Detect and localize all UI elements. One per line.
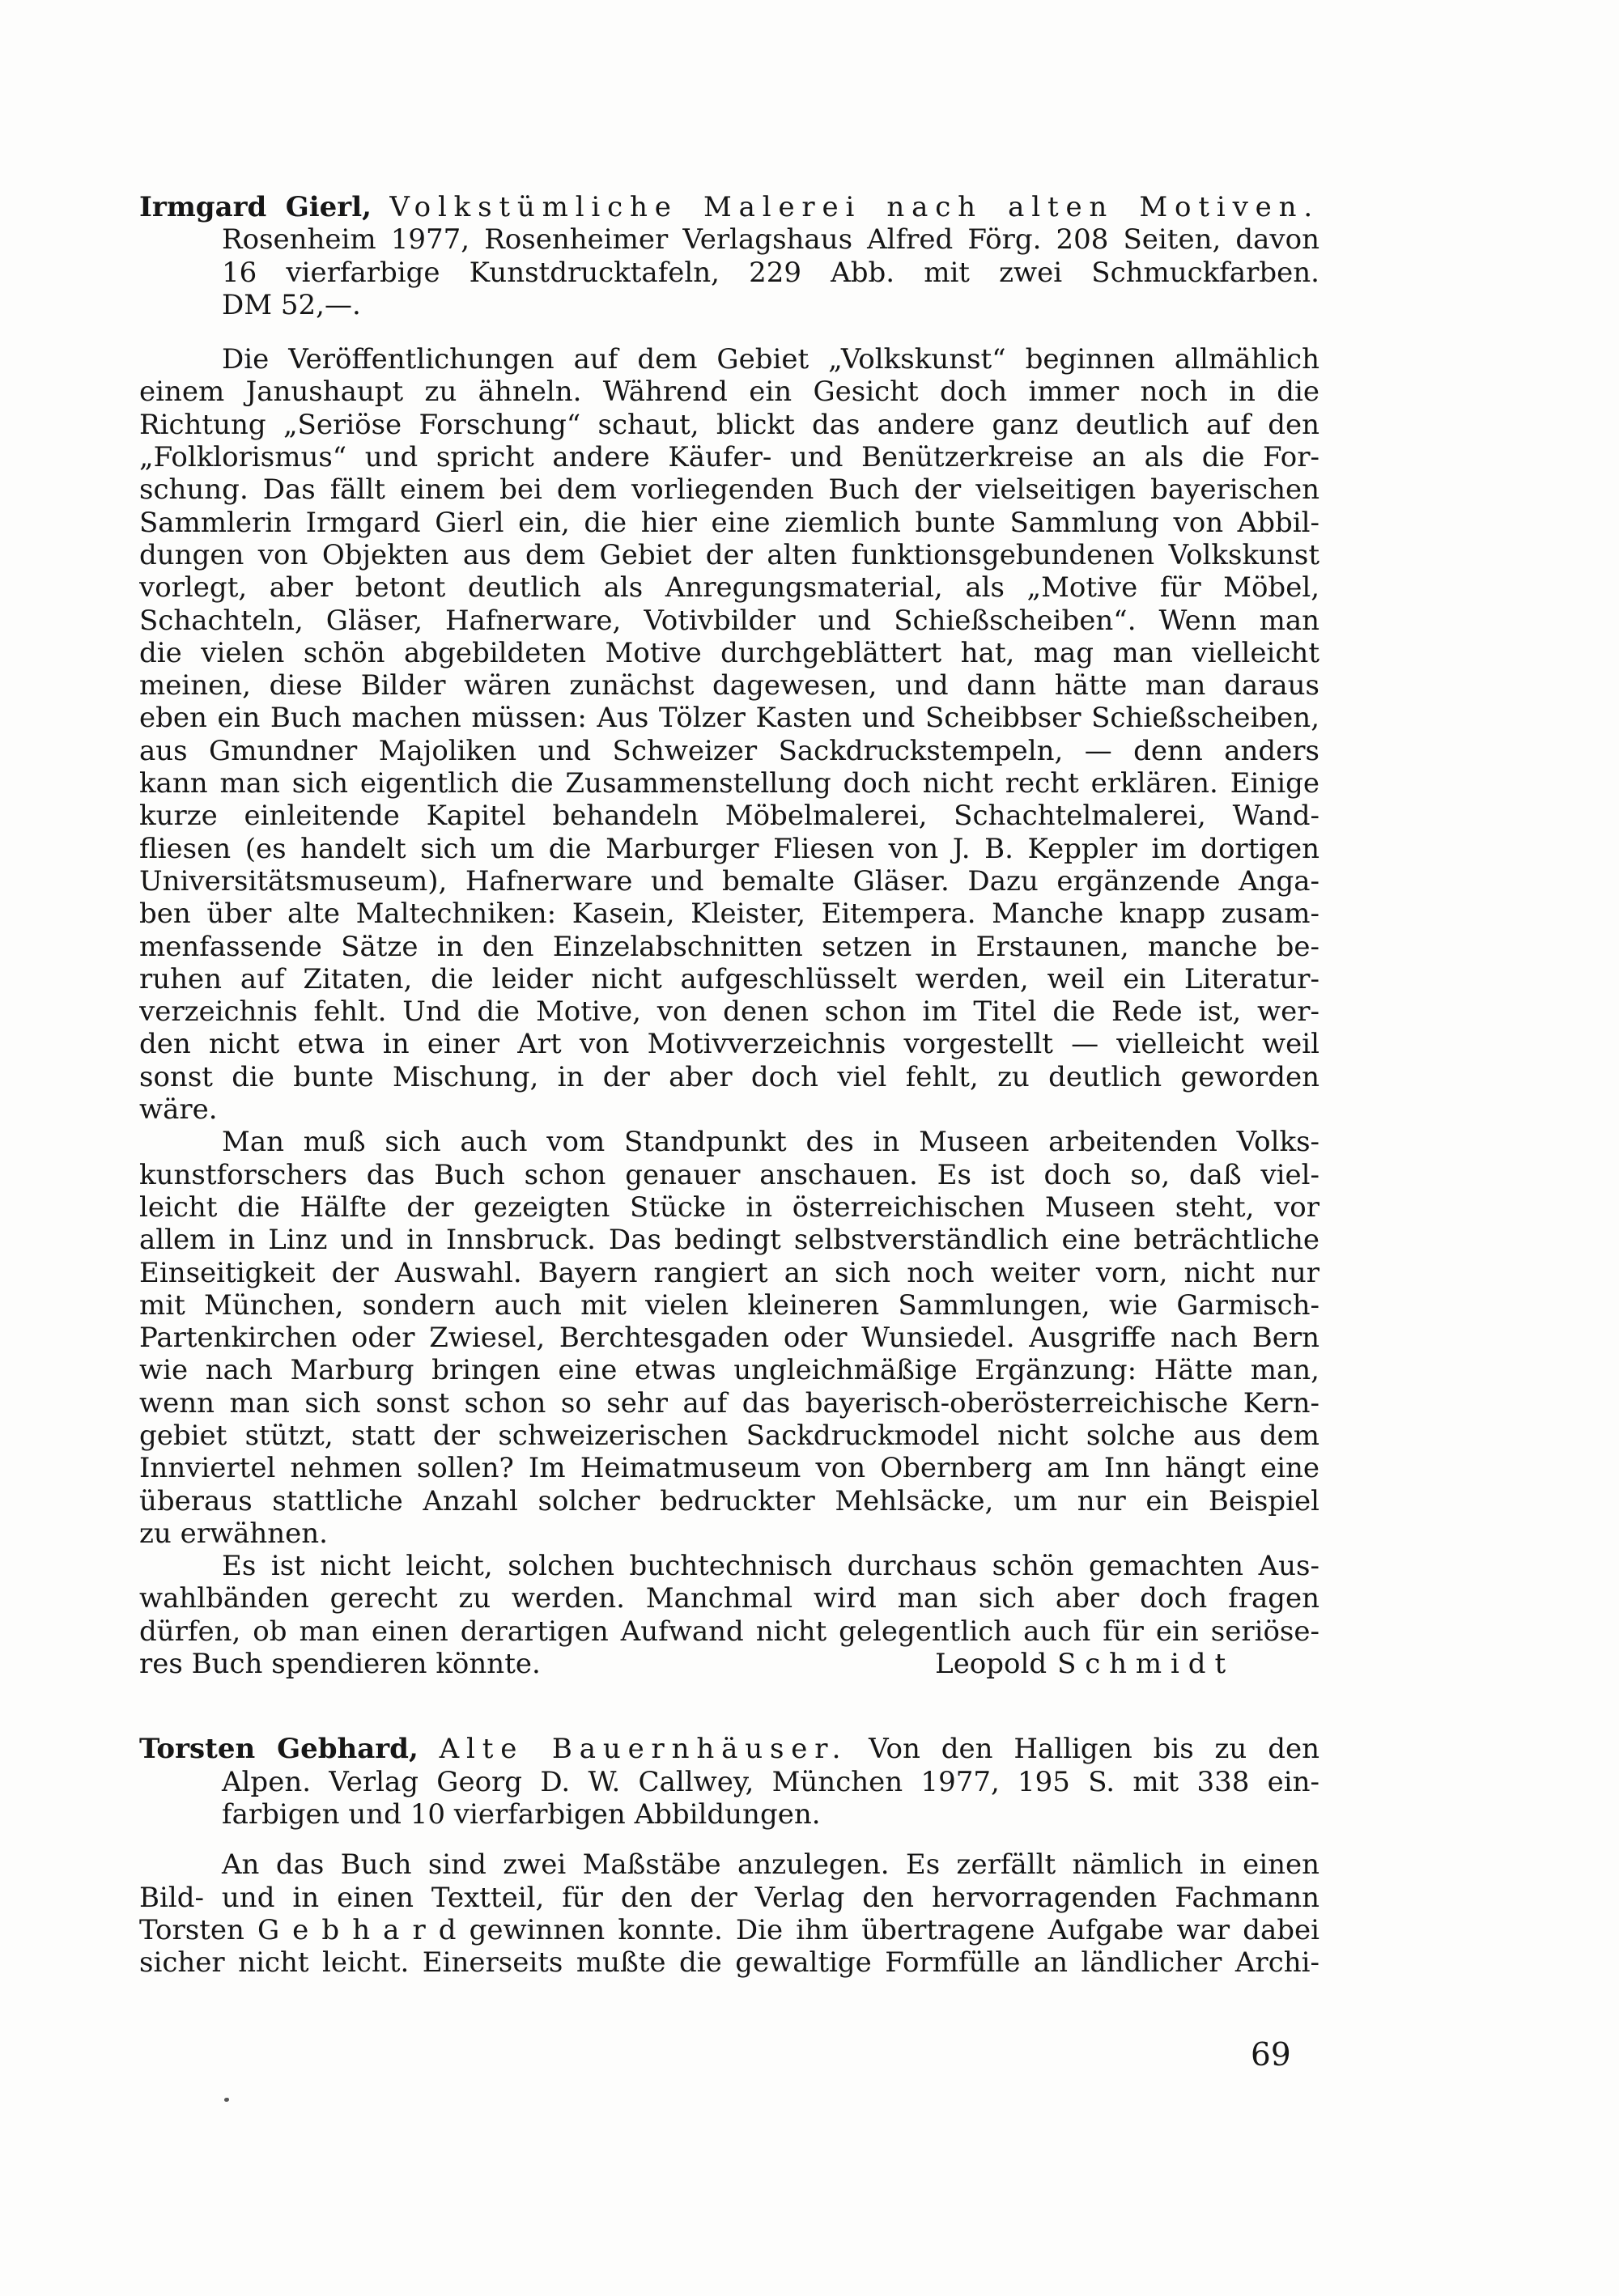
text-line: mit München, sondern auch mit vielen kleineren Sammlungen, wie Garmisch- — [139, 1288, 1319, 1322]
text-line: wäre. — [139, 1093, 218, 1127]
text-line: dürfen, ob man einen derartigen Aufwand nicht gelegentlich auch für ein seriöse- — [139, 1615, 1319, 1648]
text-line: ruhen auf Zitaten, die leider nicht aufgeschlüsselt werden, weil ein Literatur- — [139, 962, 1319, 995]
text-line: Man muß sich auch vom Standpunkt des in Museen arbeitenden Volks- — [222, 1126, 1319, 1159]
review-author: Irmgard Gierl, — [139, 191, 372, 223]
review-heading — [139, 191, 1319, 321]
text-line: wenn man sich sonst schon so sehr auf das bayerisch-oberösterreichische Kern- — [139, 1386, 1319, 1420]
review-paragraph — [139, 1126, 1319, 1550]
review-heading — [139, 1733, 1319, 1831]
reviewer-first-name: Leopold — [935, 1648, 1047, 1681]
text-line: wie nach Marburg bringen eine etwas ungleichmäßige Ergänzung: Hätte man, — [139, 1354, 1319, 1387]
review-heading-first-line — [139, 1733, 1319, 1765]
ink-speck — [224, 2098, 229, 2102]
review-entry-gebhard — [139, 1733, 1319, 1979]
text-line: sonst die bunte Mischung, in der aber doch viel fehlt, zu deutlich geworden — [139, 1060, 1319, 1093]
text-line: Partenkirchen oder Zwiesel, Berchtesgaden oder Wunsiedel. Ausgriffe nach Bern — [139, 1322, 1319, 1355]
review-title-rest: Von den Halligen bis zu den — [869, 1733, 1319, 1766]
text-line: Rosenheim 1977, Rosenheimer Verlagshaus Alfred Förg. 208 Seiten, davon — [222, 223, 1319, 257]
text-line: Einseitigkeit der Auswahl. Bayern rangiert an sich noch weiter vorn, nicht nur — [139, 1256, 1319, 1289]
review-heading-details — [139, 1766, 1319, 1831]
closing-text: res Buch spendieren könnte. — [139, 1648, 541, 1681]
review-entry-gierl — [139, 191, 1319, 1680]
review-author: Torsten Gebhard, — [139, 1733, 419, 1766]
text-line: Bild- und in einen Textteil, für den der Verlag den hervorragenden Fachmann — [139, 1881, 1319, 1914]
closing-paragraph-lines — [139, 1550, 1319, 1648]
text-line: kurze einleitende Kapitel behandeln Möbelmalerei, Schachtelmalerei, Wand- — [139, 800, 1319, 833]
text-line: schung. Das fällt einem bei dem vorliegenden Buch der vielseitigen bayerischen — [139, 473, 1319, 507]
text-column — [139, 191, 1319, 1979]
text-line: kann man sich eigentlich die Zusammenstellung doch nicht recht erklären. Einige — [139, 767, 1319, 800]
text-line: die vielen schön abgebildeten Motive durchgeblättert hat, mag man vielleicht — [139, 636, 1319, 669]
text-line: Alpen. Verlag Georg D. W. Callwey, München 1977, 195 S. mit 338 ein- — [222, 1765, 1319, 1798]
text-line: kunstforschers das Buch schon genauer anschauen. Es ist doch so, daß viel- — [139, 1158, 1319, 1191]
text-line: fliesen (es handelt sich um die Marburger Fliesen von J. B. Keppler im dortigen — [139, 832, 1319, 865]
reviewer-last-name: Schmidt — [1057, 1648, 1234, 1681]
text-line: DM 52,—. — [222, 288, 361, 321]
review-heading-first-line — [139, 191, 1319, 223]
review-title: Alte Bauernhäuser. — [439, 1733, 848, 1766]
text-line: meinen, diese Bilder wären zunächst dagewesen, und dann hätte man daraus — [139, 669, 1319, 702]
text-line: überaus stattliche Anzahl solcher bedruckter Mehlsäcke, um nur ein Beispiel — [139, 1484, 1319, 1517]
text-line: gebiet stützt, statt der schweizerischen Sackdruckmodel nicht solche aus dem — [139, 1419, 1319, 1452]
review-heading-details — [139, 223, 1319, 321]
text-line: wahlbänden gerecht zu werden. Manchmal wird man sich aber doch fragen — [139, 1582, 1319, 1615]
text-line: Innviertel nehmen sollen? Im Heimatmuseum von Obernberg am Inn hängt eine — [139, 1452, 1319, 1485]
text-line: 16 vierfarbige Kunstdrucktafeln, 229 Abb. mit zwei Schmuckfarben. — [222, 256, 1319, 289]
review-paragraph — [139, 1848, 1319, 1979]
review-paragraph — [139, 343, 1319, 1126]
reviewer-signature — [935, 1648, 1319, 1680]
text-line: den nicht etwa in einer Art von Motivverzeichnis vorgestellt — vielleicht weil — [139, 1028, 1319, 1061]
text-line: Schachteln, Gläser, Hafnerware, Votivbilder und Schießscheiben“. Wenn man — [139, 604, 1319, 637]
review-paragraph-closing — [139, 1550, 1319, 1680]
text-line: sicher nicht leicht. Einerseits mußte die gewaltige Formfülle an ländlicher Archi- — [139, 1946, 1319, 1980]
text-line: zu erwähnen. — [139, 1517, 328, 1550]
text-line: aus Gmundner Majoliken und Schweizer Sackdruckstempeln, — denn anders — [139, 734, 1319, 767]
text-line: menfassende Sätze in den Einzelabschnitten setzen in Erstaunen, manche be- — [139, 930, 1319, 963]
text-line: Sammlerin Irmgard Gierl ein, die hier eine ziemlich bunte Sammlung von Abbil- — [139, 506, 1319, 539]
text-line: ben über alte Maltechniken: Kasein, Kleister, Eitempera. Manche knapp zusam- — [139, 898, 1319, 931]
text-line: Die Veröffentlichungen auf dem Gebiet „Volkskunst“ beginnen allmählich — [222, 343, 1319, 376]
text-line: verzeichnis fehlt. Und die Motive, von denen schon im Titel die Rede ist, wer- — [139, 995, 1319, 1029]
text-line: dungen von Objekten aus dem Gebiet der alten funktionsgebundenen Volkskunst — [139, 538, 1319, 571]
text-line: Universitätsmuseum), Hafnerware und bemalte Gläser. Dazu ergänzende Anga- — [139, 864, 1319, 898]
review-title: Volkstümliche Malerei nach alten Motiven. — [389, 191, 1319, 223]
text-line: Richtung „Seriöse Forschung“ schaut, blickt das andere ganz deutlich auf den — [139, 408, 1319, 441]
text-line: eben ein Buch machen müssen: Aus Tölzer Kasten und Scheibbser Schießscheiben, — [139, 702, 1319, 735]
text-line: einem Janushaupt zu ähneln. Während ein Gesicht doch immer noch in die — [139, 376, 1319, 409]
text-line: farbigen und 10 vierfarbigen Abbildungen. — [222, 1797, 821, 1831]
text-line: leicht die Hälfte der gezeigten Stücke in österreichischen Museen steht, vor — [139, 1190, 1319, 1224]
closing-line — [139, 1648, 1319, 1680]
text-line: An das Buch sind zwei Maßstäbe anzulegen. Es zerfällt nämlich in einen — [222, 1848, 1319, 1882]
text-line: Es ist nicht leicht, solchen buchtechnisch durchaus schön gemachten Aus- — [222, 1550, 1319, 1583]
text-line: allem in Linz und in Innsbruck. Das bedingt selbstverständlich eine beträchtliche — [139, 1224, 1319, 1257]
text-line: „Folklorismus“ und spricht andere Käufer- und Benützerkreise an als die For- — [139, 441, 1319, 474]
text-line: Torsten G e b h a r d gewinnen konnte. Die ihm übertragene Aufgabe war dabei — [139, 1913, 1319, 1946]
page-number: 69 — [1251, 2037, 1291, 2073]
text-line: vorlegt, aber betont deutlich als Anregungsmaterial, als „Motive für Möbel, — [139, 571, 1319, 605]
